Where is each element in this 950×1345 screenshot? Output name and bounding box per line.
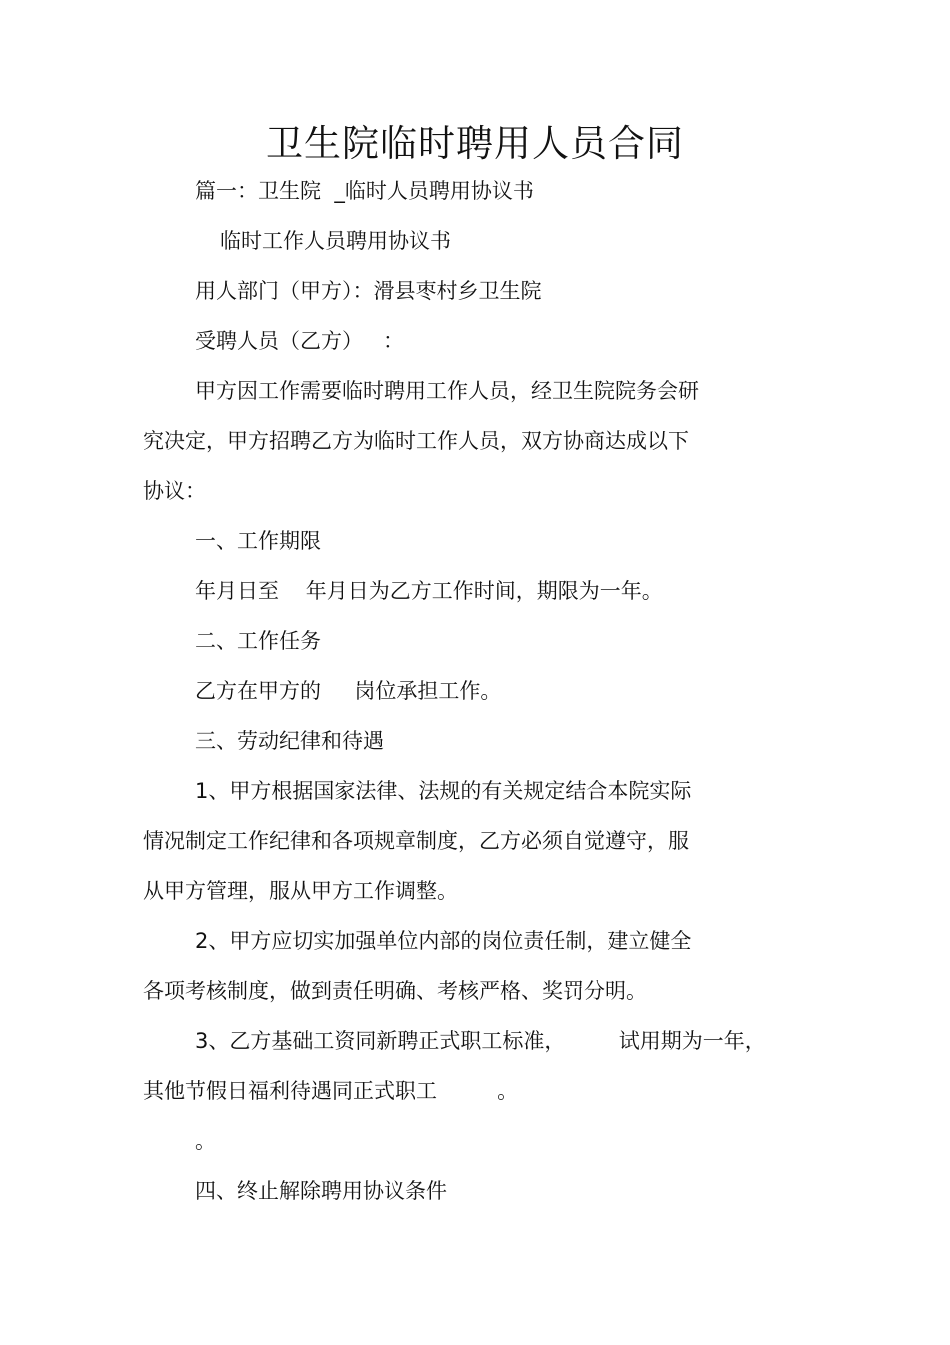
- paragraph-line: 各项考核制度，做到责任明确、考核严格、奖罚分明。: [143, 979, 647, 1003]
- section-heading-part1: 篇一：卫生院 _临时人员聘用协议书: [195, 179, 534, 203]
- paragraph-line: 协议：: [143, 479, 206, 503]
- section-heading: 二、工作任务: [195, 629, 321, 653]
- paragraph-line: 甲方因工作需要临时聘用工作人员，经卫生院院务会研: [195, 379, 699, 403]
- paragraph-line: 2、甲方应切实加强单位内部的岗位责任制，建立健全: [195, 929, 692, 953]
- paragraph-line: 其他节假日福利待遇同正式职工 。: [143, 1079, 519, 1103]
- paragraph-line: 从甲方管理，服从甲方工作调整。: [143, 879, 458, 903]
- agreement-subtitle: 临时工作人员聘用协议书: [220, 229, 451, 253]
- paragraph-line: 究决定，甲方招聘乙方为临时工作人员，双方协商达成以下: [143, 429, 689, 453]
- party-a-line: 用人部门（甲方）：滑县枣村乡卫生院: [195, 279, 542, 303]
- paragraph-line: 情况制定工作纪律和各项规章制度，乙方必须自觉遵守，服: [143, 829, 689, 853]
- paragraph-line: 。: [195, 1129, 216, 1153]
- section-heading: 一、工作期限: [195, 529, 321, 553]
- paragraph-line: 乙方在甲方的 岗位承担工作。: [195, 679, 502, 703]
- section-heading: 四、终止解除聘用协议条件: [195, 1179, 447, 1203]
- paragraph-line: 3、乙方基础工资同新聘正式职工标准， 试用期为一年，: [195, 1029, 766, 1053]
- paragraph-line: 1、甲方根据国家法律、法规的有关规定结合本院实际: [195, 779, 692, 803]
- page-title: 卫生院临时聘用人员合同: [266, 122, 684, 165]
- party-b-line: 受聘人员（乙方） ：: [195, 329, 405, 353]
- paragraph-line: 年月日至 年月日为乙方工作时间，期限为一年。: [195, 579, 663, 603]
- section-heading: 三、劳动纪律和待遇: [195, 729, 384, 753]
